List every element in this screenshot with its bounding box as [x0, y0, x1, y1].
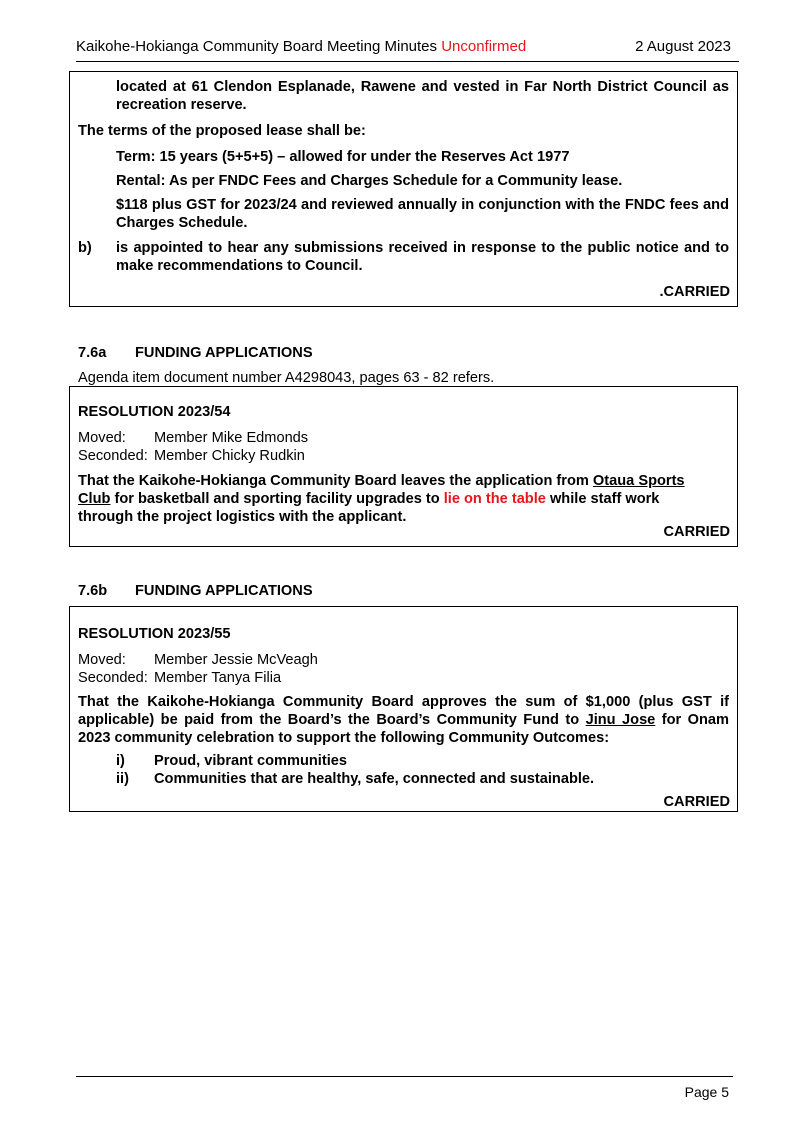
- outcome-text: Communities that are healthy, safe, connected and sustainable.: [154, 771, 595, 787]
- resolution-text-part: That the Kaikohe-Hokianga Community Board approves the sum of $1,000 (plus GST if applicable) be paid from the Board’s the Board’s Community Fund to: [78, 694, 729, 728]
- header-title: Kaikohe-Hokianga Community Board Meeting Minutes: [76, 38, 438, 55]
- resolution-text-part: while staff work: [545, 491, 660, 507]
- resolution-text-part: That the Kaikohe-Hokianga Community Board leaves the application from: [78, 473, 593, 489]
- resolution-text-part: for basketball and sporting facility upgrades to: [110, 491, 444, 507]
- lease-rental: Rental: As per FNDC Fees and Charges Schedule for a Community lease.: [116, 173, 623, 189]
- header-title-block: [76, 38, 526, 55]
- resolution-number: RESOLUTION 2023/54: [78, 404, 231, 420]
- section-title-76b: FUNDING APPLICATIONS: [135, 583, 313, 599]
- carried-label: CARRIED: [663, 524, 730, 540]
- seconded-value: Member Tanya Filia: [154, 670, 282, 686]
- page-number: Page 5: [684, 1084, 729, 1100]
- lease-term: Term: 15 years (5+5+5) – allowed for under the Reserves Act 1977: [116, 149, 570, 165]
- resolution-box-2023-55: [69, 606, 738, 812]
- page-header: [76, 38, 731, 60]
- outcome-marker: i): [116, 753, 125, 769]
- footer-divider: [76, 1076, 733, 1077]
- highlighted-phrase: lie on the table: [443, 491, 546, 507]
- resolution-text: [78, 472, 729, 526]
- agenda-reference: Agenda item document number A4298043, pages 63 - 82 refers.: [78, 370, 495, 386]
- resolution-text: [78, 693, 729, 747]
- item-b-marker: b): [78, 240, 92, 256]
- terms-heading: The terms of the proposed lease shall be:: [78, 123, 366, 139]
- resolution-number: RESOLUTION 2023/55: [78, 626, 231, 642]
- moved-value: Member Jessie McVeagh: [154, 652, 318, 668]
- moved-value: Member Mike Edmonds: [154, 430, 309, 446]
- section-title-76a: FUNDING APPLICATIONS: [135, 345, 313, 361]
- applicant-name-link: Jinu Jose: [585, 712, 656, 728]
- header-date: 2 August 2023: [635, 38, 731, 55]
- moved-label: Moved:: [78, 652, 126, 668]
- outcome-marker: ii): [116, 771, 129, 787]
- resolution-text-part: through the project logistics with the applicant.: [78, 509, 407, 525]
- carried-label: .CARRIED: [659, 284, 730, 300]
- header-status: Unconfirmed: [441, 38, 527, 55]
- lease-fee: $118 plus GST for 2023/24 and reviewed annually in conjunction with the FNDC fees and Charges Schedule.: [116, 197, 729, 231]
- seconded-value: Member Chicky Rudkin: [154, 448, 305, 464]
- resolution-text-part: for Onam 2023 community celebration to support the following Community Outcomes:: [78, 712, 729, 746]
- moved-label: Moved:: [78, 430, 126, 446]
- applicant-name-link-cont: Club: [78, 491, 111, 507]
- applicant-name-link: Otaua Sports: [592, 473, 685, 489]
- resolution-box-2023-54: [69, 386, 738, 547]
- outcome-text: Proud, vibrant communities: [154, 753, 347, 769]
- carried-label: CARRIED: [663, 794, 730, 810]
- seconded-label: Seconded:: [78, 670, 148, 686]
- resolution-box-continued: [69, 71, 738, 307]
- item-b-text: is appointed to hear any submissions received in response to the public notice and to make recommendations to Council.: [116, 240, 729, 274]
- section-number-76a: 7.6a: [78, 345, 107, 361]
- section-number-76b: 7.6b: [78, 583, 108, 599]
- continued-text: located at 61 Clendon Esplanade, Rawene and vested in Far North District Council as recreation reserve.: [116, 79, 729, 113]
- header-divider: [76, 61, 739, 62]
- seconded-label: Seconded:: [78, 448, 148, 464]
